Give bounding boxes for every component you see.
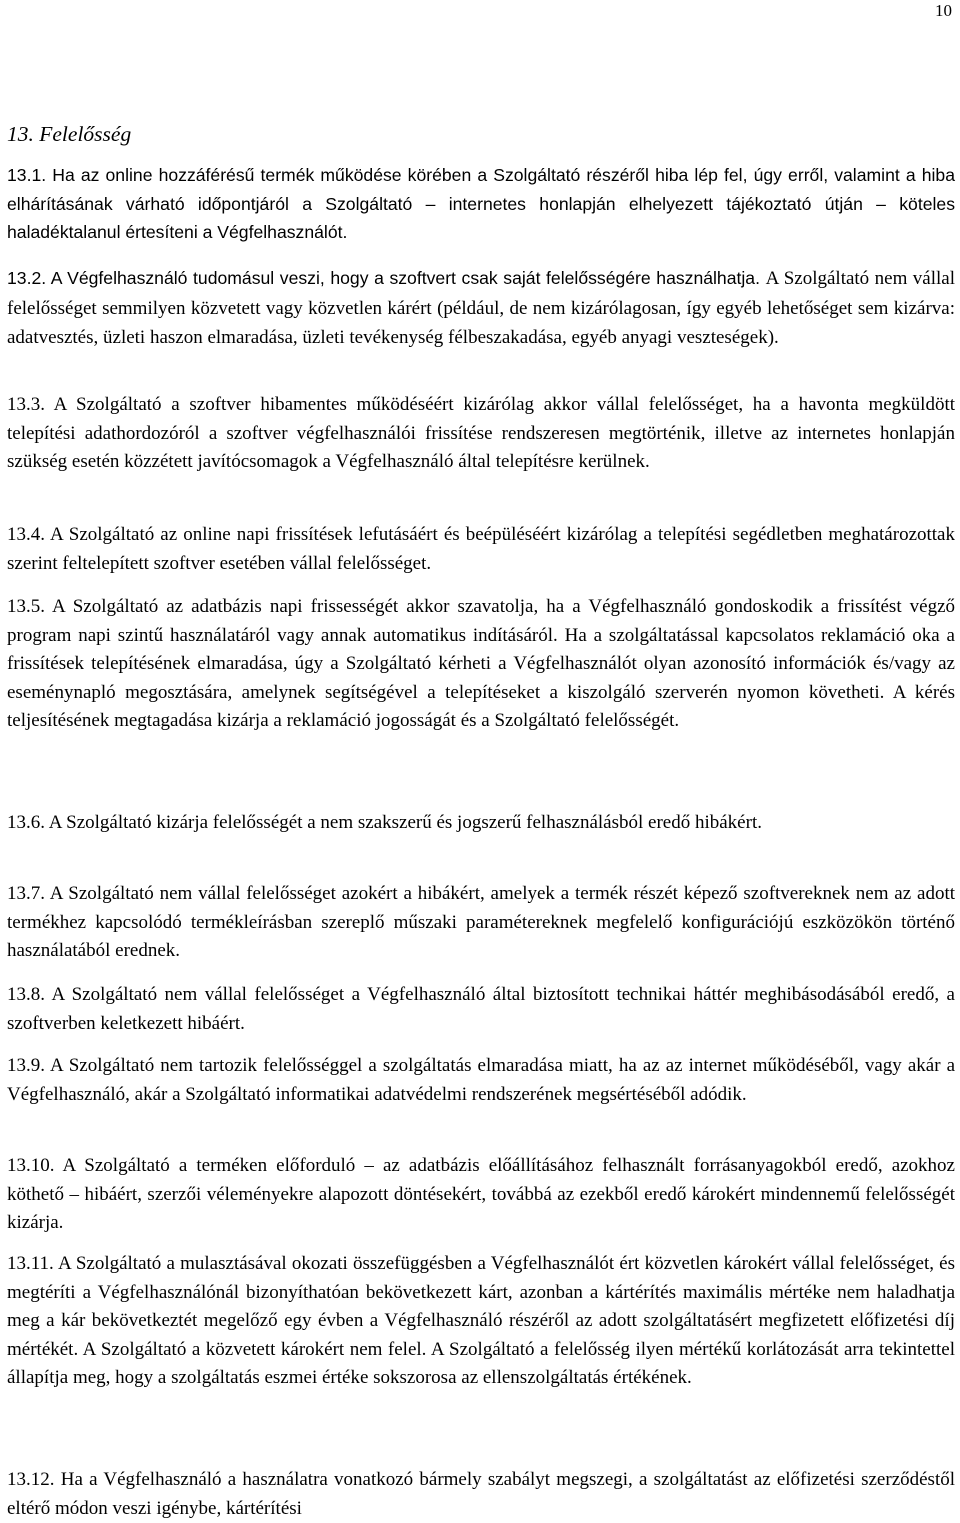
clause-number: 13.8. <box>7 984 45 1005</box>
clause-number: 13.1. <box>7 165 47 185</box>
clause-text: A Szolgáltató a mulasztásával okozati összefüggésben a Végfelhasználót ért közvetlen károkért vállal felelősséget, és megtéríti a Végfelhasználónál bizonyíthatóan bekövetkezett kárt, azonban a kártérítés maximális mértéke nem haladhatja meg a kár bekövetkeztét megelőző egy évben a Végfelhasználó részéről az adott szolgáltatásért megfizetett előfizetési díj mértékét. A Szolgáltató a közvetett károkért nem felel. A Szolgáltató a felelősség ilyen mértékű korlátozását arra tekintettel állapítja meg, hogy a szolgáltatás eszmei értéke sokszorosa az ellenszolgáltatás értékének. <box>7 1253 956 1389</box>
clause-number: 13.10. <box>7 1155 55 1176</box>
clause-number: 13.9. <box>7 1055 45 1076</box>
clause-13-4 <box>7 521 955 578</box>
clause-number: 13.5. <box>7 596 45 617</box>
page-number: 10 <box>935 1 952 20</box>
clause-text: A Szolgáltató a szoftver hibamentes működéséért kizárólag akkor vállal felelősséget, ha a havonta megküldött telepítési adathordozóról a szoftver végfelhasználói frissítése rendszeresen megtörténik, illetve az internetes honlapján szükség esetén közzétett javítócsomagok a Végfelhasználó által telepítésre kerülnek. <box>7 394 956 473</box>
clause-number: 13.12. <box>7 1469 55 1490</box>
clause-13-8 <box>7 981 955 1038</box>
clause-13-12 <box>7 1466 955 1523</box>
section-heading: 13. Felelősség <box>7 122 132 146</box>
clause-number: 13.7. <box>7 883 45 904</box>
clause-text: A Végfelhasználó tudomásul veszi, hogy a szoftvert csak saját felelősségére használhatja. <box>50 268 760 288</box>
clause-13-7 <box>7 880 955 966</box>
clause-number: 13.6. <box>7 812 45 833</box>
clause-number: 13.3. <box>7 394 45 415</box>
clause-text: A Szolgáltató kizárja felelősségét a nem szakszerű és jogszerű felhasználásból eredő hibákért. <box>48 812 762 833</box>
clause-text: A Szolgáltató az adatbázis napi frissességét akkor szavatolja, ha a Végfelhasználó gondoskodik a frissítést végző program napi szintű használatáról vagy annak automatikus indításáról. Ha a szolgáltatással kapcsolatos reklamáció oka a frissítések telepítésének elmaradása, úgy a Szolgáltató kérheti a Végfelhasználót olyan azonosító információk és/vagy az eseménynapló megosztására, amelynek segítségével a telepítéseket a kiszolgáló szerverén nyomon követheti. A kérés teljesítésének megtagadása kizárja a reklamáció jogosságát és a Szolgáltató felelősségét. <box>7 596 956 732</box>
clause-13-10 <box>7 1152 955 1238</box>
clause-13-3 <box>7 391 955 477</box>
clause-13-9 <box>7 1052 955 1109</box>
clause-text: Ha a Végfelhasználó a használatra vonatkozó bármely szabályt megszegi, a szolgáltatást az előfizetési szerződéstől eltérő módon veszi igénybe, kártérítési <box>7 1469 956 1519</box>
clause-13-11 <box>7 1250 955 1393</box>
clause-13-6 <box>7 809 955 838</box>
clause-number: 13.4. <box>7 524 45 545</box>
clause-text: A Szolgáltató nem vállal felelősséget a Végfelhasználó által biztosított technikai háttér meghibásodásából eredő, a szoftverben keletkezett hibáért. <box>7 984 955 1034</box>
clause-text: A Szolgáltató a terméken előforduló – az adatbázis előállításához felhasznált forrásanyagokból eredő, azokhoz köthető – hibáért, szerzői véleményekre alapozott döntésekért, továbbá az ezekből eredő károkért mindennemű felelősségét kizárja. <box>7 1155 955 1234</box>
clause-text-continued: A Szolgáltató nem vállal felelősséget semmilyen közvetett vagy közvetlen kárért (például, de nem kizárólagosan, így egyéb lehetőséget sem kizárva: adatvesztés, üzleti haszon elmaradása, üzleti tevékenység félbeszakadása, egyéb anyagi veszteségek). <box>7 268 956 349</box>
clause-13-2 <box>7 264 955 353</box>
clause-number: 13.2. <box>7 268 47 288</box>
clause-text: A Szolgáltató az online napi frissítések lefutásáért és beépüléséért kizárólag a telepítési segédletben meghatározottak szerint feltelepített szoftver esetében vállal felelősséget. <box>7 524 955 574</box>
clause-text: A Szolgáltató nem tartozik felelősséggel a szolgáltatás elmaradása miatt, ha az az internet működéséből, vagy akár a Végfelhasználó, akár a Szolgáltató informatikai adatvédelmi rendszerének megsértéséből adódik. <box>7 1055 956 1105</box>
clause-13-1 <box>7 161 955 247</box>
clause-text: Ha az online hozzáférésű termék működése körében a Szolgáltató részéről hiba lép fel, úgy erről, valamint a hiba elhárításának várható időpontjáról a Szolgáltató – internetes honlapján elhelyezett tájékoztató útján – köteles haladéktalanul értesíteni a Végfelhasználót. <box>7 165 955 243</box>
clause-text: A Szolgáltató nem vállal felelősséget azokért a hibákért, amelyek a termék részét képező szoftvereknek nem az adott termékhez kapcsolódó termékleírásban szereplő műszaki paramétereknek megfelelő konfigurációjú eszközökön történő használatából erednek. <box>7 883 955 962</box>
clause-13-5 <box>7 593 955 736</box>
clause-number: 13.11. <box>7 1253 54 1274</box>
